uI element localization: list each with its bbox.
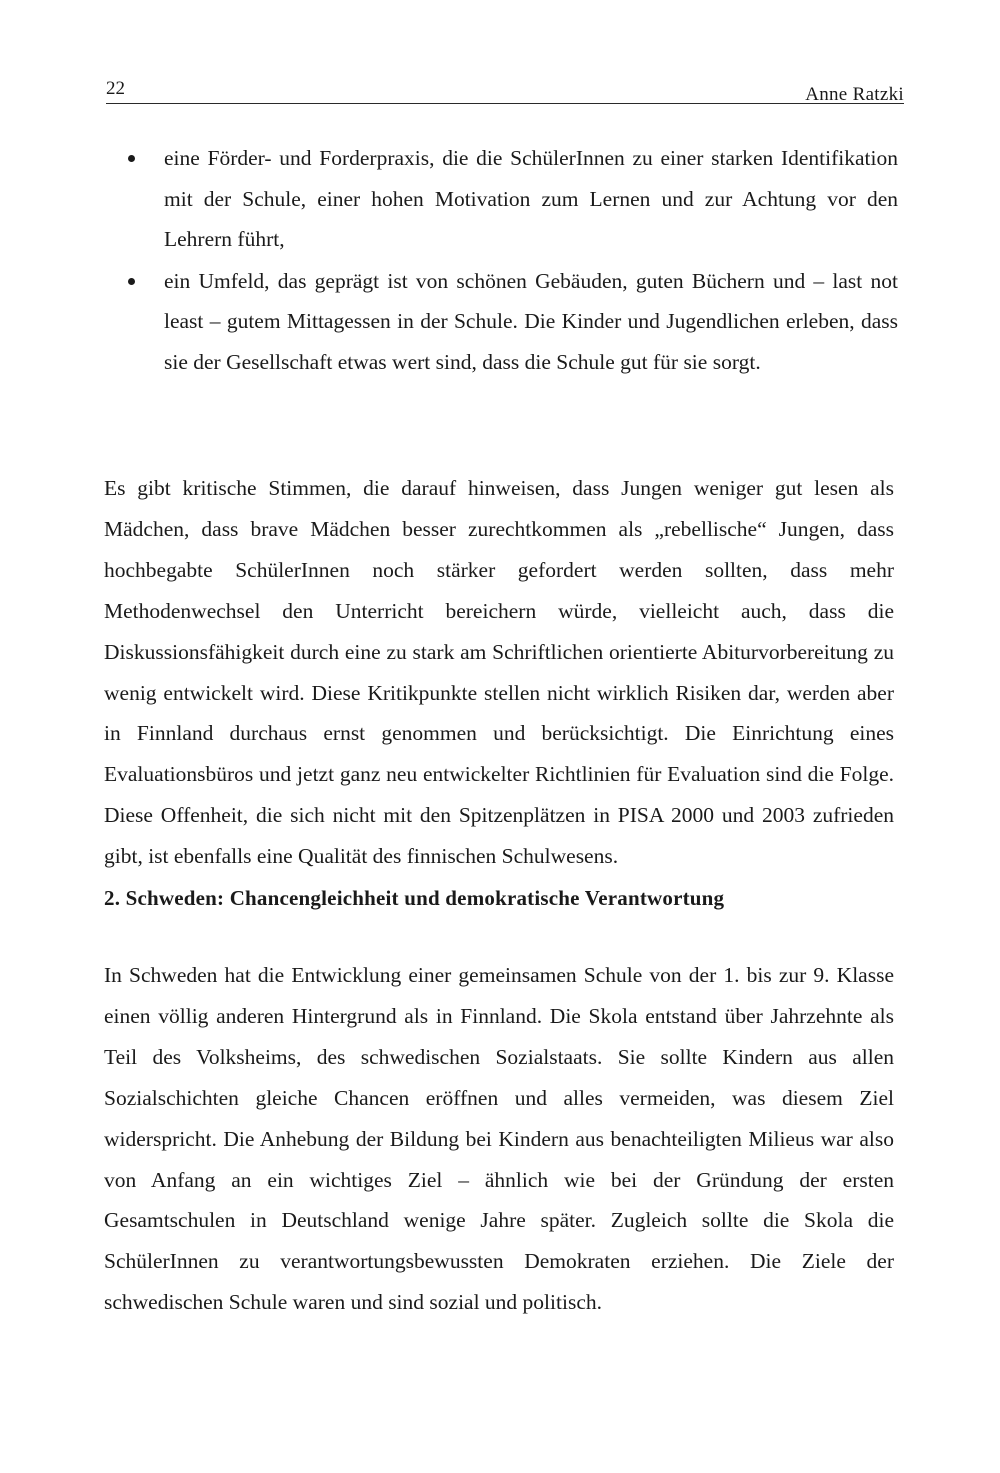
bullet-item [128, 261, 898, 383]
bullet-list [128, 138, 898, 382]
bullet-text: ein Umfeld, das geprägt ist von schönen Gebäuden, guten Büchern und – last not least – gutem Mittagessen in der Schule. Die Kinder und Jugendlichen erleben, dass sie der Gesellschaft etwas wert sind, dass die Schule gut für sie sorgt. [164, 268, 898, 374]
running-head-author: Anne Ratzki [805, 84, 904, 105]
page-header [106, 78, 906, 105]
bullet-text: eine Förder- und Forderpraxis, die die SchülerInnen zu einer starken Identifikation mit der Schule, einer hohen Motivation zum Lernen und zur Achtung vor den Lehrern führt, [164, 146, 898, 251]
bullet-item [128, 138, 898, 260]
header-rule [106, 103, 904, 104]
bullet-dot-icon [128, 278, 135, 285]
page-number: 22 [106, 78, 125, 99]
section-heading: 2. Schweden: Chancengleichheit und demokratische Verantwortung [104, 886, 725, 910]
body-paragraph-sweden: In Schweden hat die Entwicklung einer gemeinsamen Schule von der 1. bis zur 9. Klasse einen völlig anderen Hintergrund als in Finnland. Die Skola entstand über Jahrzehnte als Teil des Volksheims, des schwedischen Sozialstaats. Sie sollte Kindern aus allen Sozialschichten gleiche Chancen eröffnen und alles vermeiden, was diesem Ziel widerspricht. Die Anhebung der Bildung bei Kindern aus benachteiligten Milieus war also von Anfang an ein wichtiges Ziel – ähnlich wie bei der Gründung der ersten Gesamtschulen in Deutschland wenige Jahre später. Zugleich sollte die Skola die SchülerInnen zu verantwortungsbewussten Demokraten erziehen. Die Ziele der schwedischen Schule waren und sind sozial und politisch. [104, 963, 894, 1315]
bullet-dot-icon [128, 155, 135, 162]
body-paragraph-finland: Es gibt kritische Stimmen, die darauf hinweisen, dass Jungen weniger gut lesen als Mädchen, dass brave Mädchen besser zurechtkommen als „rebellische“ Jungen, dass hochbegabte SchülerInnen noch stärker gefordert werden sollten, dass mehr Methodenwechsel den Unterricht bereichern würde, vielleicht auch, dass die Diskussionsfähigkeit durch eine zu stark am Schriftlichen orientierte Abiturvorbereitung zu wenig entwickelt wird. Diese Kritikpunkte stellen nicht wirklich Risiken dar, werden aber in Finnland durchaus ernst genommen und berücksichtigt. Die Einrichtung eines Evaluationsbüros und jetzt ganz neu entwickelter Richtlinien für Evaluation sind die Folge. Diese Offenheit, die sich nicht mit den Spitzenplätzen in PISA 2000 und 2003 zufrieden gibt, ist ebenfalls eine Qualität des finnischen Schulwesens. [104, 476, 894, 869]
